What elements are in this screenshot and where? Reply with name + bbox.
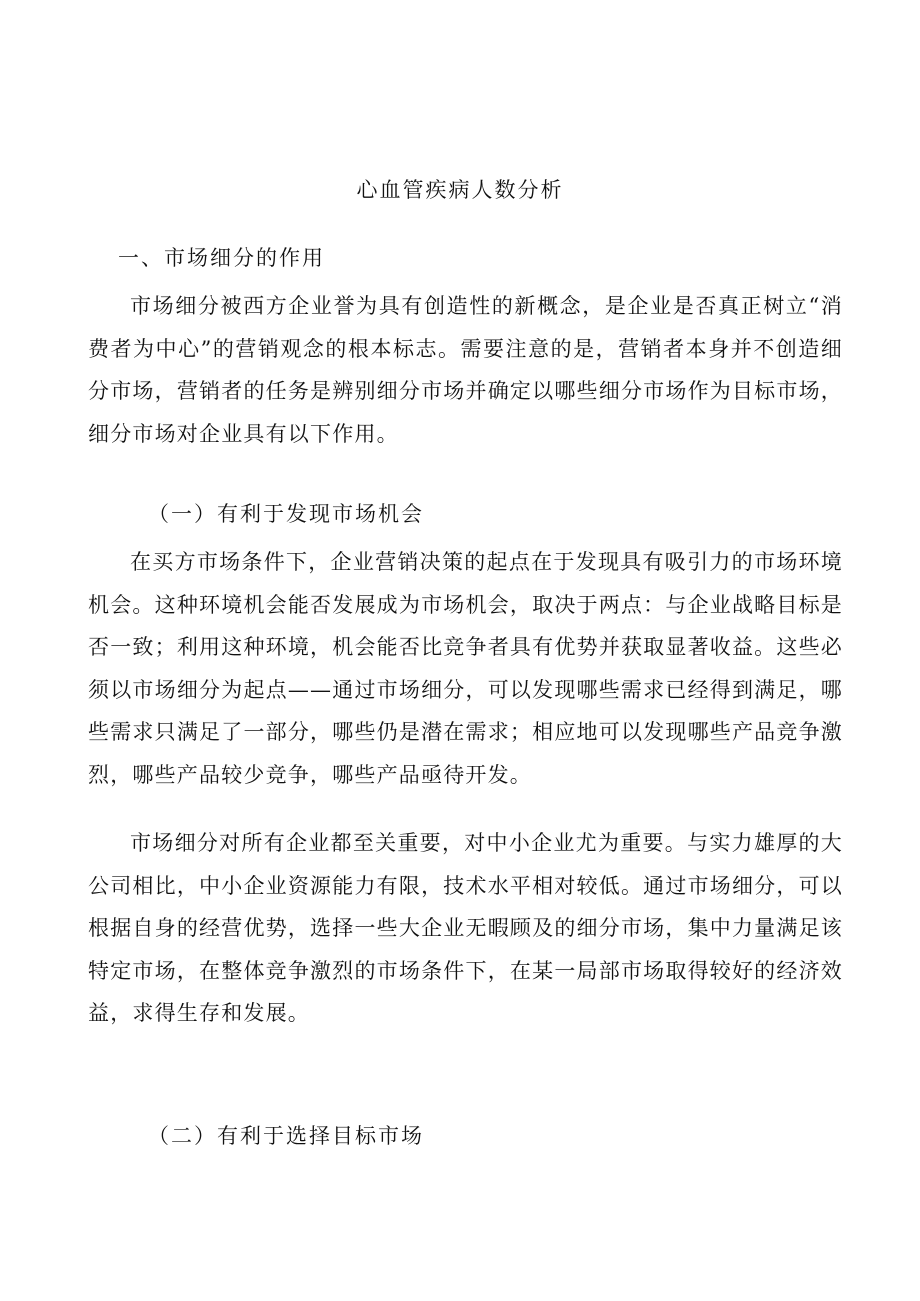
subsection-heading-select-target-market: （二）有利于选择目标市场	[148, 1124, 424, 1148]
paragraph-discover-opportunities: 在买方市场条件下，企业营销决策的起点在于发现具有吸引力的市场环境机会。这种环境机会能否发展成为市场机会，取决于两点：与企业战略目标是否一致；利用这种环境，机会能否比竞争者具有优势并获取显著收益。这些必须以市场细分为起点——通过市场细分，可以发现哪些需求已经得到满足，哪些需求只满足了一部分，哪些仍是潜在需求；相应地可以发现哪些产品竞争激烈，哪些产品较少竞争，哪些产品亟待开发。	[88, 550, 843, 787]
paragraph-small-enterprises: 市场细分对所有企业都至关重要，对中小企业尤为重要。与实力雄厚的大公司相比，中小企业资源能力有限，技术水平相对较低。通过市场细分，可以根据自身的经营优势，选择一些大企业无暇顾及的细分市场，集中力量满足该特定市场，在整体竞争激烈的市场条件下，在某一局部市场取得较好的经济效益，求得生存和发展。	[88, 831, 843, 1026]
subsection-heading-discover-opportunities: （一）有利于发现市场机会	[148, 502, 424, 526]
document-title: 心血管疾病人数分析	[356, 178, 564, 202]
paragraph-intro: 市场细分被西方企业誉为具有创造性的新概念，是企业是否真正树立“消费者为中心”的营销观念的根本标志。需要注意的是，营销者本身并不创造细分市场，营销者的任务是辨别细分市场并确定以哪些细分市场作为目标市场，细分市场对企业具有以下作用。	[88, 294, 843, 446]
section-heading-market-segmentation-role: 一、市场细分的作用	[118, 246, 325, 270]
